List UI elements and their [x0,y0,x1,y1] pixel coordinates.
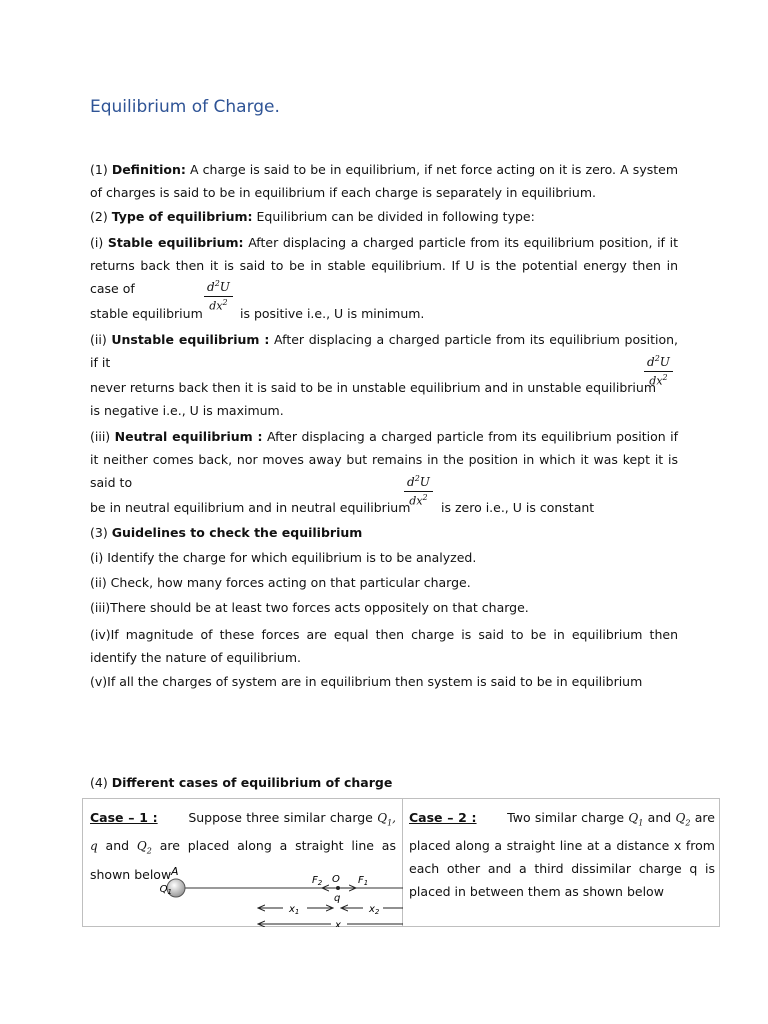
guidelines-heading: (3) Guidelines to check the equilibrium [90,525,363,540]
stable-heading: Stable equilibrium: [107,235,244,250]
neutral-paragraph: (iii) Neutral equilibrium : After displacing a charged particle from its equilibrium position if it neither comes back, nor moves away but remains in the position in which it was kept it is said to [90,429,678,490]
neutral-heading: Neutral equilibrium : [114,429,263,444]
guideline-item: (v)If all the charges of system are in equilibrium then system is said to be in equilibrium [90,674,643,689]
case-2-heading: Case – 2 : [409,810,477,825]
label-x2: $x_2$ [369,904,380,916]
label-x: x [335,920,341,927]
page-title: Equilibrium of Charge. [90,97,280,117]
case-1-figure [143,861,403,927]
unstable-line-end: is negative i.e., U is maximum. [90,403,284,418]
neutral-fraction: $\frac{d^2U}{dx^2}$ [404,474,433,508]
label-q: q [334,893,341,904]
guideline-item: (iv)If magnitude of these forces are equal then charge is said to be in equilibrium then identify the nature of equilibrium. [90,627,678,665]
case-1-cell [83,799,403,926]
stable-line: stable equilibrium [90,306,203,321]
label-x1: $x_1$ [289,904,300,916]
case-1-text: Case – 1 : Suppose three similar charge $Q_1$, q and $Q_2$ are placed along a straight line as shown below [90,810,396,882]
unstable-line: never returns back then it is said to be in unstable equilibrium and in unstable equilibrium [90,380,656,395]
type-paragraph: (2) Type of equilibrium: Equilibrium can be divided in following type: [90,209,535,224]
unstable-fraction: $\frac{d^2U}{dx^2}$ [644,354,673,388]
cases-heading: (4) Different cases of equilibrium of charge [90,775,393,790]
guideline-item: (i) Identify the charge for which equilibrium is to be analyzed. [90,550,477,565]
unstable-heading: Unstable equilibrium : [111,332,270,347]
case-1-heading: Case – 1 : [90,810,158,825]
neutral-line-end: is zero i.e., U is constant [441,500,595,515]
stable-paragraph: (i) Stable equilibrium: After displacing a charged particle from its equilibrium position, if it returns back then it is said to be in stable equilibrium. If U is the potential energy then in case of [90,235,678,296]
label-o: O [332,874,340,885]
stable-fraction: $\frac{d^2U}{dx^2}$ [204,279,233,313]
case-2-cell [403,799,719,926]
unstable-paragraph: (ii) Unstable equilibrium : After displacing a charged particle from its equilibrium position, if it [90,332,679,370]
label-a: A [171,865,179,878]
label-q1: $Q_1$ [159,884,172,896]
neutral-line: be in neutral equilibrium and in neutral equilibrium [90,500,411,515]
stable-line-end: is positive i.e., U is minimum. [240,306,425,321]
definition-paragraph: (1) Definition: A charge is said to be in equilibrium, if net force acting on it is zero. A system of charges is said to be in equilibrium if each charge is separately in equilibrium. [90,162,678,200]
type-heading: Type of equilibrium: [111,209,253,224]
charge-q-dot [336,886,340,890]
guideline-item: (iii)There should be at least two forces acts oppositely on that charge. [90,600,529,615]
cases-table [82,798,720,927]
guideline-item: (ii) Check, how many forces acting on that particular charge. [90,575,471,590]
case-2-text: Case – 2 : Two similar charge $Q_1$ and $Q_2$ are placed along a straight line at a distance x from each other and a third dissimilar charge q is placed in between them as shown below [409,810,715,900]
label-f1: $F_1$ [358,875,369,887]
label-f2: $F_2$ [312,875,323,887]
definition-heading: Definition: [111,162,186,177]
